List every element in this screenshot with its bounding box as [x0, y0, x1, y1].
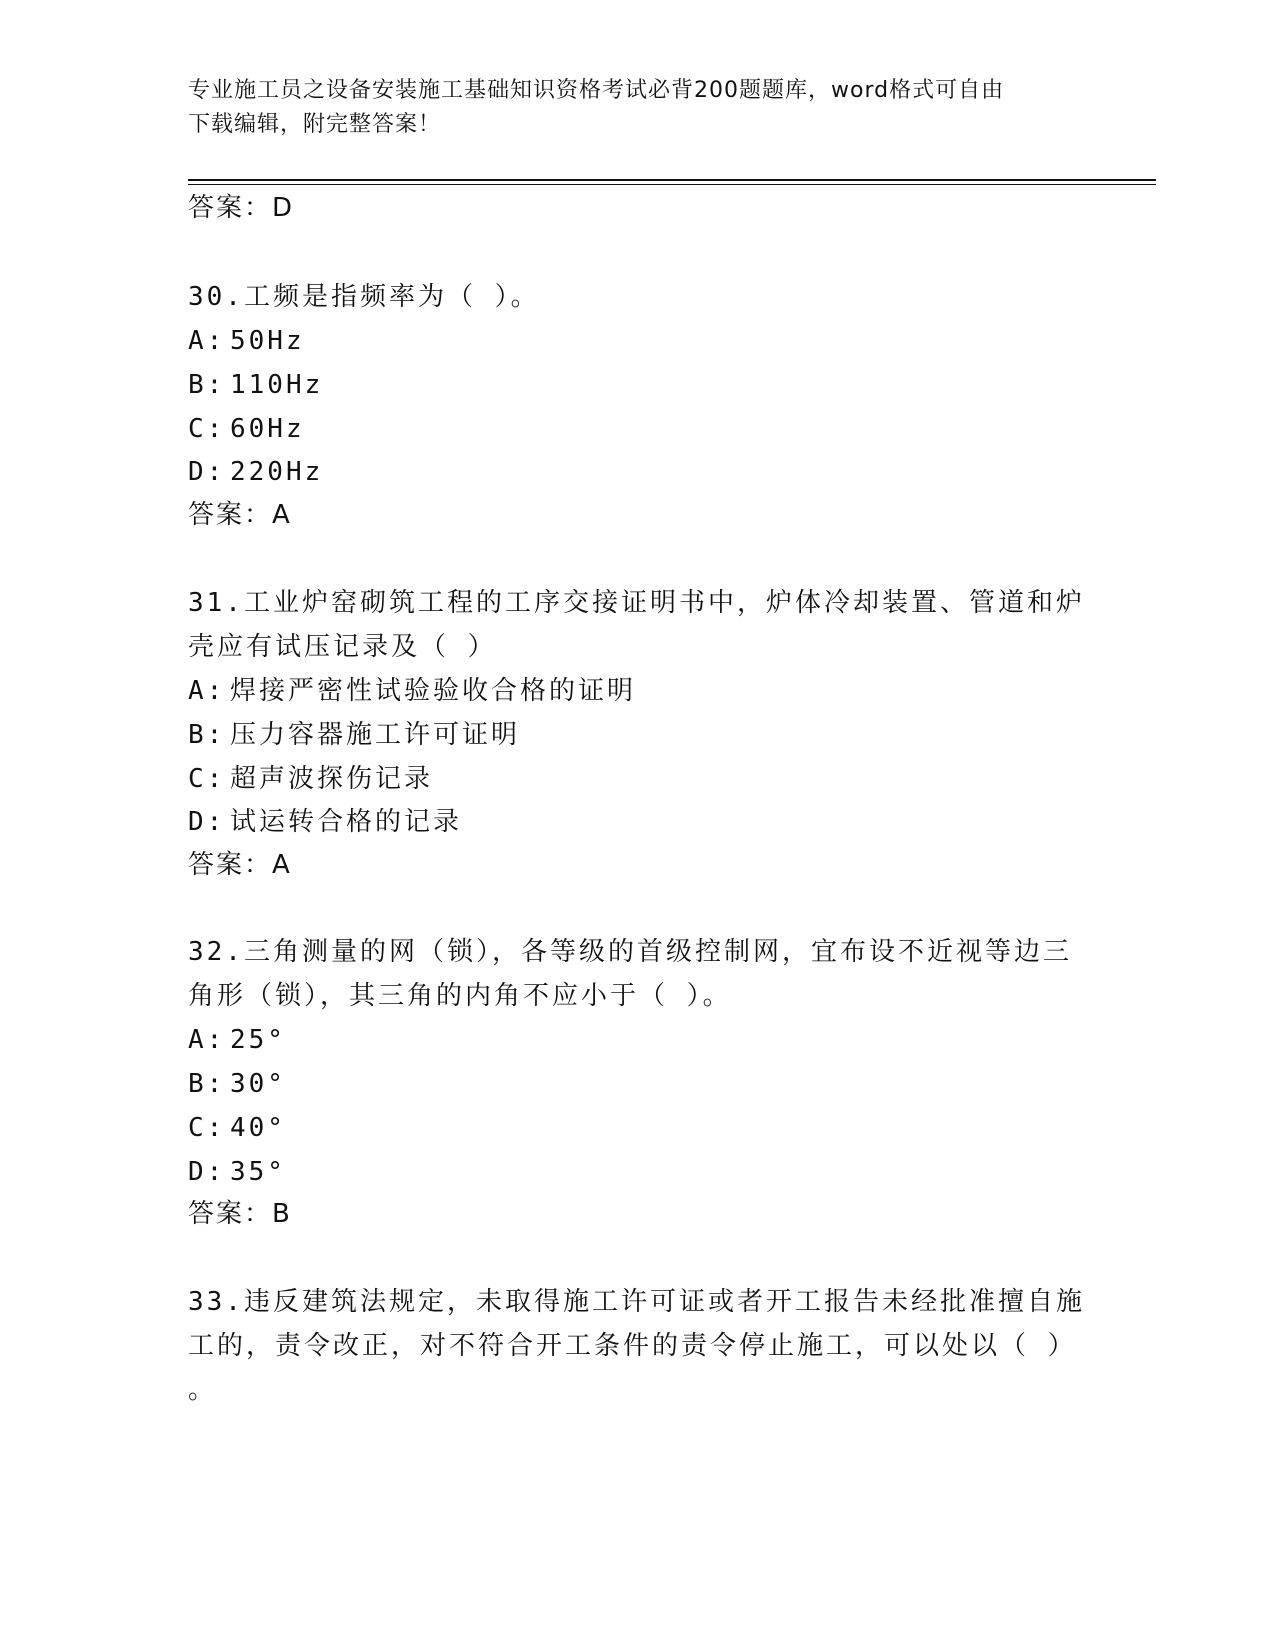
header-rule-thin: [188, 184, 1156, 185]
q31-stem-line-2: 壳应有试压记录及（ ）: [188, 632, 497, 662]
option-text: 30°: [230, 1069, 286, 1099]
q31-option-b: [188, 718, 520, 752]
q32-option-a: [188, 1023, 286, 1057]
option-letter: D:: [188, 1157, 226, 1187]
q32-option-b: [188, 1067, 286, 1101]
q31-option-d: [188, 805, 462, 839]
option-text: 压力容器施工许可证明: [230, 720, 521, 750]
q30-option-a: [188, 324, 305, 358]
option-text: 35°: [230, 1157, 286, 1187]
option-text: 50Hz: [230, 326, 305, 356]
option-text: 60Hz: [230, 414, 305, 444]
q31-answer: 答案：A: [188, 850, 292, 880]
option-text: 25°: [230, 1025, 286, 1055]
option-letter: D:: [188, 457, 226, 487]
q32-stem-line-2: 角形（锁），其三角的内角不应小于（ ）。: [188, 981, 732, 1011]
option-letter: C:: [188, 1113, 226, 1143]
option-text: 焊接严密性试验验收合格的证明: [230, 676, 637, 706]
option-letter: B:: [188, 1069, 226, 1099]
q30-option-d: [188, 455, 323, 489]
q31-option-c: [188, 762, 433, 796]
q30-option-b: [188, 368, 323, 402]
header-line-1: 专业施工员之设备安装施工基础知识资格考试必背200题题库，word格式可自由: [188, 78, 1005, 103]
q33-stem-line-2: 工的，责令改正，对不符合开工条件的责令停止施工，可以处以（ ）: [188, 1331, 1077, 1361]
option-letter: C:: [188, 764, 226, 794]
option-letter: A:: [188, 326, 226, 356]
q32-option-c: [188, 1111, 286, 1145]
q30-option-c: [188, 412, 305, 446]
q30-stem: 30.工频是指频率为（ ）。: [188, 282, 540, 312]
q33-stem-line-1: 33.违反建筑法规定，未取得施工许可证或者开工报告未经批准擅自施: [188, 1287, 1085, 1317]
option-text: 试运转合格的记录: [230, 807, 463, 837]
option-letter: B:: [188, 720, 226, 750]
option-text: 220Hz: [230, 457, 324, 487]
header-line-2: 下载编辑，附完整答案！: [188, 112, 442, 137]
option-letter: D:: [188, 807, 226, 837]
q32-stem-line-1: 32.三角测量的网（锁），各等级的首级控制网，宜布设不近视等边三: [188, 937, 1072, 967]
q33-stem-line-3: 。: [188, 1375, 218, 1405]
option-letter: B:: [188, 370, 226, 400]
option-letter: C:: [188, 414, 226, 444]
prev-answer: 答案：D: [188, 193, 295, 223]
option-letter: A:: [188, 676, 226, 706]
option-letter: A:: [188, 1025, 226, 1055]
option-text: 40°: [230, 1113, 286, 1143]
option-text: 110Hz: [230, 370, 324, 400]
q31-option-a: [188, 674, 636, 708]
q32-option-d: [188, 1155, 286, 1189]
header-rule-thick: [188, 179, 1156, 181]
q32-answer: 答案：B: [188, 1199, 292, 1229]
q31-stem-line-1: 31.工业炉窑砌筑工程的工序交接证明书中，炉体冷却装置、管道和炉: [188, 588, 1085, 618]
option-text: 超声波探伤记录: [230, 764, 434, 794]
document-header: [188, 74, 1068, 142]
q30-answer: 答案：A: [188, 500, 292, 530]
